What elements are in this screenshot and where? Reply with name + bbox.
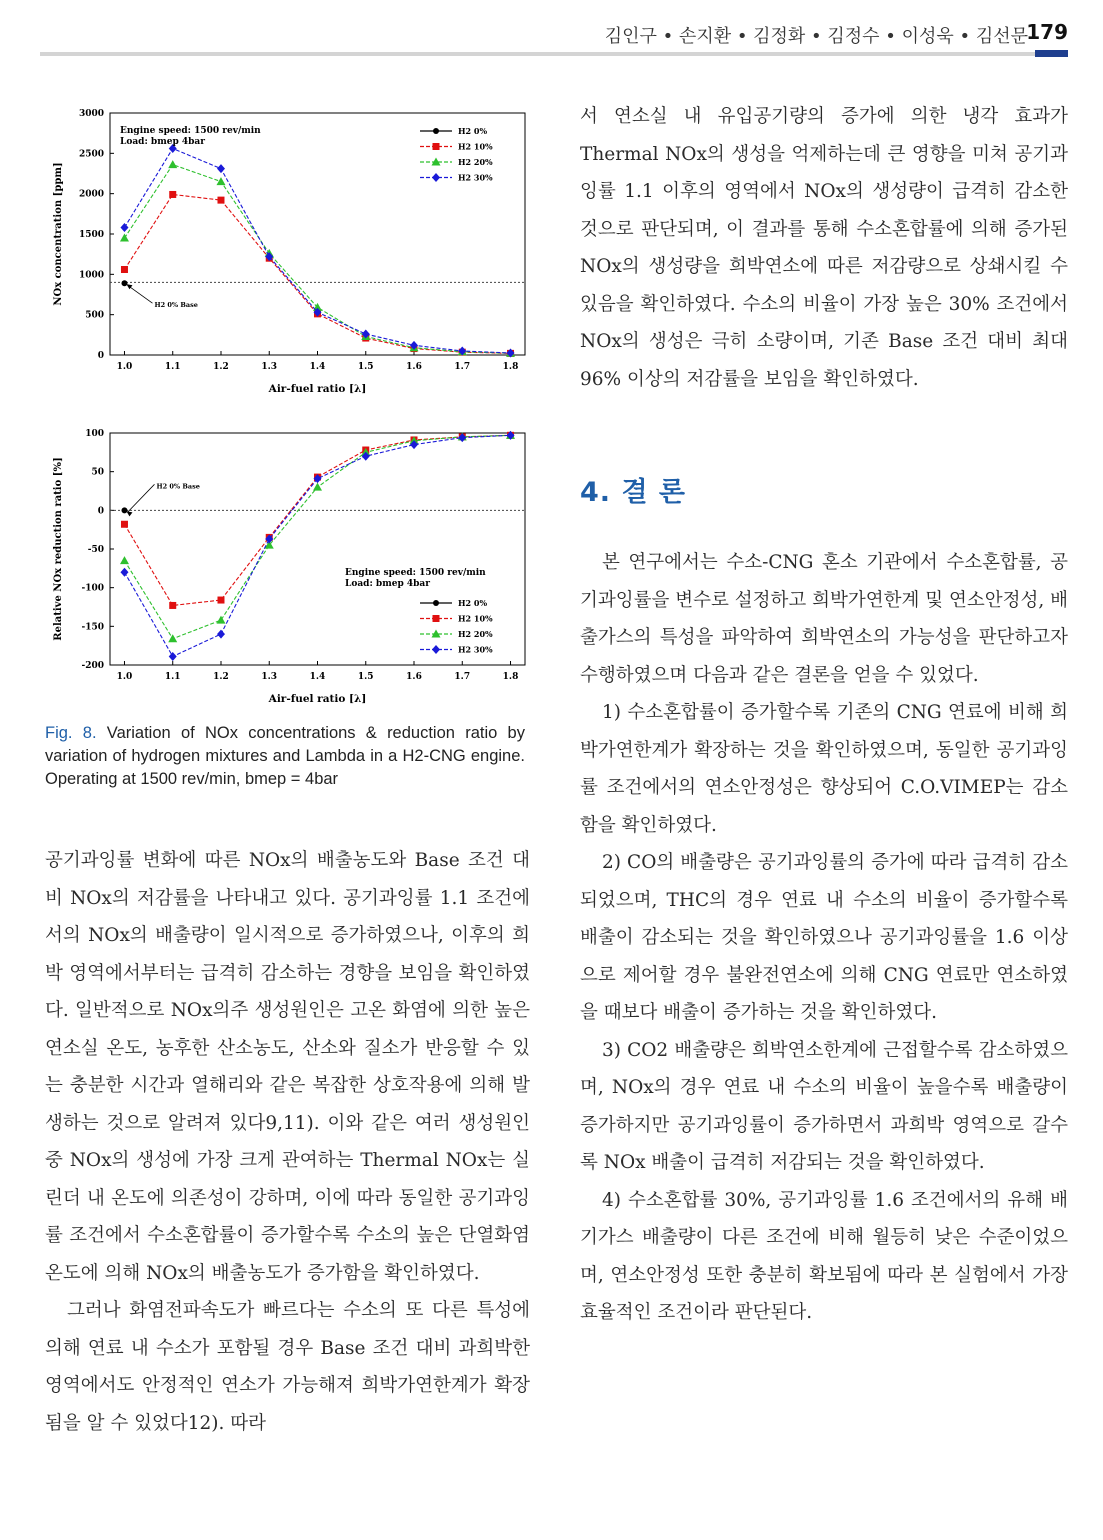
conclusion-item-1: 1) 수소혼합률이 증가할수록 기존의 CNG 연료에 비해 희박가연한계가 확장하는 것을 확인하였으며, 동일한 공기과잉률 조건에서의 연소안정성은 향상되어 C.O.VIMEP는 감소함을 확인하였다. bbox=[580, 702, 1068, 836]
data-point bbox=[121, 507, 127, 513]
legend-label: H2 10% bbox=[458, 613, 493, 624]
y-tick-label: -50 bbox=[87, 545, 104, 555]
legend-label: H2 0% bbox=[458, 126, 488, 136]
y-tick-label: -100 bbox=[81, 583, 104, 594]
y-tick-label: 3000 bbox=[78, 109, 104, 119]
series-line bbox=[124, 194, 510, 353]
series-line bbox=[124, 435, 510, 638]
data-point bbox=[313, 483, 322, 491]
legend-entry-1 bbox=[420, 614, 493, 624]
page-header bbox=[40, 18, 1068, 62]
series-2 bbox=[120, 160, 515, 357]
nox-concentration-chart bbox=[45, 105, 530, 405]
x-tick-label: 1.8 bbox=[502, 672, 519, 682]
series-line bbox=[124, 148, 510, 352]
legend-marker bbox=[433, 615, 440, 622]
header-accent-bar bbox=[1035, 50, 1068, 57]
right-column-text bbox=[580, 98, 1068, 398]
legend-label: H2 0% bbox=[458, 598, 488, 608]
y-tick-label: 100 bbox=[85, 429, 104, 439]
x-tick-label: 1.5 bbox=[357, 362, 374, 372]
section-title: 4. 결 론 bbox=[580, 477, 687, 508]
data-point bbox=[217, 630, 225, 639]
arrow-head bbox=[126, 511, 132, 516]
y-tick-label: -200 bbox=[81, 661, 104, 671]
legend-label: H2 10% bbox=[458, 141, 493, 152]
y-tick-label: 2000 bbox=[78, 189, 104, 200]
annotation-load: Load: bmep 4bar bbox=[345, 579, 431, 589]
header-authors: 김인구 • 손지환 • 김정화 • 김정수 • 이성욱 • 김선문 bbox=[604, 26, 1028, 47]
data-point bbox=[169, 602, 176, 609]
chart-svg bbox=[45, 105, 530, 405]
legend-marker bbox=[433, 600, 439, 606]
legend-entry-2 bbox=[420, 157, 493, 167]
base-annotation-arrow bbox=[127, 285, 152, 303]
series-line bbox=[124, 165, 510, 354]
x-tick-label: 1.8 bbox=[502, 362, 519, 372]
annotation-speed: Engine speed: 1500 rev/min bbox=[345, 568, 486, 578]
base-annotation-arrow bbox=[127, 484, 154, 512]
data-point bbox=[217, 597, 224, 604]
chart-svg bbox=[45, 425, 530, 715]
series-line bbox=[124, 435, 510, 656]
legend-marker bbox=[432, 173, 440, 182]
x-tick-label: 1.3 bbox=[261, 362, 278, 372]
legend-label: H2 30% bbox=[458, 644, 493, 655]
header-rule bbox=[40, 52, 1035, 56]
legend-entry-0 bbox=[420, 126, 487, 136]
data-point bbox=[216, 177, 225, 185]
legend-marker bbox=[432, 645, 440, 654]
conclusion-intro: 본 연구에서는 수소-CNG 혼소 기관에서 수소혼합률, 공기과잉률을 변수로 설정하고 희박가연한계 및 연소안정성, 배출가스의 특성을 파악하여 희박연소의 가능성을 판단하고자 수행하였으며 다음과 같은 결론을 얻을 수 있었다. bbox=[580, 552, 1068, 686]
x-axis-label: Air-fuel ratio [λ] bbox=[268, 383, 367, 395]
y-axis-label: Relative NOx reduction ratio [%] bbox=[53, 457, 64, 641]
x-tick-label: 1.4 bbox=[309, 672, 326, 682]
x-tick-label: 1.1 bbox=[164, 672, 181, 682]
y-tick-label: 2500 bbox=[78, 149, 104, 160]
series-line bbox=[124, 435, 510, 605]
y-tick-label: -150 bbox=[81, 622, 104, 633]
x-tick-label: 1.6 bbox=[406, 672, 422, 682]
y-tick-label: 500 bbox=[85, 310, 104, 321]
x-tick-label: 1.2 bbox=[213, 672, 229, 682]
legend-marker bbox=[433, 128, 439, 134]
data-point bbox=[120, 556, 129, 564]
conclusion-item-2: 2) CO의 배출량은 공기과잉률의 증가에 따라 급격히 감소되었으며, THC의 경우 연료 내 수소의 비율이 증가할수록 배출이 감소되는 것을 확인하였으나 공기과잉률을 1.6 이상으로 제어할 경우 불완전연소에 의해 CNG 연료만 연소하였을 때보다 배출이 증가하는 것을 확인하였다. bbox=[580, 852, 1068, 1023]
x-tick-label: 1.7 bbox=[454, 672, 471, 682]
left-paragraph-2: 그러나 화염전파속도가 빠르다는 수소의 또 다른 특성에 의해 연료 내 수소가 포함될 경우 Base 조건 대비 과희박한 영역에서도 안정적인 연소가 가능해져 희박가연한계가 확장됨을 알 수 있었다12). 따라 bbox=[45, 1300, 530, 1434]
conclusion-text bbox=[580, 544, 1068, 1332]
left-paragraph-1: 공기과잉률 변화에 따른 NOx의 배출농도와 Base 조건 대비 NOx의 저감률을 나타내고 있다. 공기과잉률 1.1 조건에서의 NOx의 배출량이 일시적으로 증가하였으나, 이후의 희박 영역에서부터는 급격히 감소하는 경향을 보임을 확인하였다. 일반적으로 NOx의주 생성원인은 고온 화염에 의한 높은 연소실 온도, 농후한 산소농도, 산소와 질소가 반응할 수 있는 충분한 시간과 열해리와 같은 복잡한 상호작용에 의해 발생하는 것으로 알려져 있다9,11). 이와 같은 여러 생성원인 중 NOx의 생성에 가장 크게 관여하는 Thermal NOx는 실린더 내 온도에 의존성이 강하며, 이에 따라 동일한 공기과잉률 조건에서 수소혼합률이 증가할수록 수소의 높은 단열화염온도에 의해 NOx의 배출농도가 증가함을 확인하였다. bbox=[45, 850, 530, 1284]
x-tick-label: 1.2 bbox=[213, 362, 229, 372]
data-point bbox=[120, 568, 128, 577]
x-tick-label: 1.3 bbox=[261, 672, 278, 682]
series-3 bbox=[120, 431, 514, 661]
right-paragraph-1: 서 연소실 내 유입공기량의 증가에 의한 냉각 효과가 Thermal NOx의 생성을 억제하는데 큰 영향을 미쳐 공기과잉률 1.1 이후의 영역에서 NOx의 생성량이 급격히 감소한 것으로 판단되며, 이 결과를 통해 수소혼합률에 의해 증가된 NOx의 생성량을 희박연소에 따른 저감량으로 상쇄시킬 수 있음을 확인하였다. 수소의 비율이 가장 높은 30% 조건에서 NOx의 생성은 극히 소량이며, 기존 Base 조건 대비 최대 96% 이상의 저감률을 보임을 확인하였다. bbox=[580, 106, 1068, 390]
data-point bbox=[168, 634, 177, 642]
x-tick-label: 1.1 bbox=[164, 362, 181, 372]
x-tick-label: 1.0 bbox=[116, 672, 133, 682]
data-point bbox=[168, 160, 177, 168]
y-tick-label: 50 bbox=[91, 467, 104, 478]
series-0 bbox=[121, 507, 127, 513]
data-point bbox=[121, 280, 127, 286]
legend-label: H2 20% bbox=[458, 629, 493, 639]
data-point bbox=[216, 616, 225, 624]
data-point bbox=[120, 234, 129, 242]
nox-reduction-chart bbox=[45, 425, 530, 715]
series-2 bbox=[120, 431, 515, 642]
data-point bbox=[217, 164, 225, 173]
base-annotation-label: H2 0% Base bbox=[154, 301, 198, 310]
figure-label: Fig. 8. bbox=[45, 724, 97, 742]
y-tick-label: 0 bbox=[97, 351, 104, 361]
annotation-load: Load: bmep 4bar bbox=[120, 137, 206, 147]
base-annotation-label: H2 0% Base bbox=[156, 482, 200, 491]
legend-entry-3 bbox=[420, 173, 493, 183]
left-column-text bbox=[45, 842, 530, 1442]
legend-label: H2 30% bbox=[458, 172, 493, 183]
figure-caption bbox=[45, 722, 525, 791]
data-point bbox=[169, 652, 177, 661]
legend-entry-1 bbox=[420, 142, 493, 152]
annotation-speed: Engine speed: 1500 rev/min bbox=[120, 126, 261, 136]
conclusion-item-3: 3) CO2 배출량은 희박연소한계에 근접할수록 감소하였으며, NOx의 경우 연료 내 수소의 비율이 높을수록 배출량이 증가하지만 공기과잉률이 증가하면서 과희박 영역으로 갈수록 NOx 배출이 급격히 저감되는 것을 확인하였다. bbox=[580, 1039, 1068, 1173]
x-axis-label: Air-fuel ratio [λ] bbox=[268, 693, 367, 705]
data-point bbox=[121, 521, 128, 528]
legend-marker bbox=[433, 143, 440, 150]
y-tick-label: 1500 bbox=[78, 230, 104, 240]
series-1 bbox=[121, 432, 514, 609]
data-point bbox=[120, 223, 128, 232]
x-tick-label: 1.7 bbox=[454, 362, 471, 372]
series-1 bbox=[121, 191, 514, 357]
x-tick-label: 1.0 bbox=[116, 362, 133, 372]
legend-entry-3 bbox=[420, 645, 493, 655]
series-0 bbox=[121, 280, 127, 286]
data-point bbox=[169, 191, 176, 198]
conclusion-item-4: 4) 수소혼합률 30%, 공기과잉률 1.6 조건에서의 유해 배기가스 배출량이 다른 조건에 비해 월등히 낮은 수준이었으며, 연소안정성 또한 충분히 확보됨에 따라 본 실험에서 가장 효율적인 조건이라 판단된다. bbox=[580, 1189, 1068, 1323]
x-tick-label: 1.4 bbox=[309, 362, 326, 372]
figure-caption-text: Variation of NOx concentrations & reduction ratio by variation of hydrogen mixtures and Lambda in a H2-CNG engine. Operating at 1500 rev/min, bmep = 4bar bbox=[45, 724, 525, 788]
data-point bbox=[121, 266, 128, 273]
y-tick-label: 1000 bbox=[78, 270, 104, 281]
legend-label: H2 20% bbox=[458, 157, 493, 167]
legend-entry-2 bbox=[420, 629, 493, 639]
x-tick-label: 1.5 bbox=[357, 672, 374, 682]
page-number: 179 bbox=[1026, 20, 1068, 44]
legend-entry-0 bbox=[420, 598, 487, 608]
x-tick-label: 1.6 bbox=[406, 362, 422, 372]
y-axis-label: NOx concentration [ppm] bbox=[53, 162, 64, 306]
data-point bbox=[217, 197, 224, 204]
y-tick-label: 0 bbox=[97, 506, 104, 517]
